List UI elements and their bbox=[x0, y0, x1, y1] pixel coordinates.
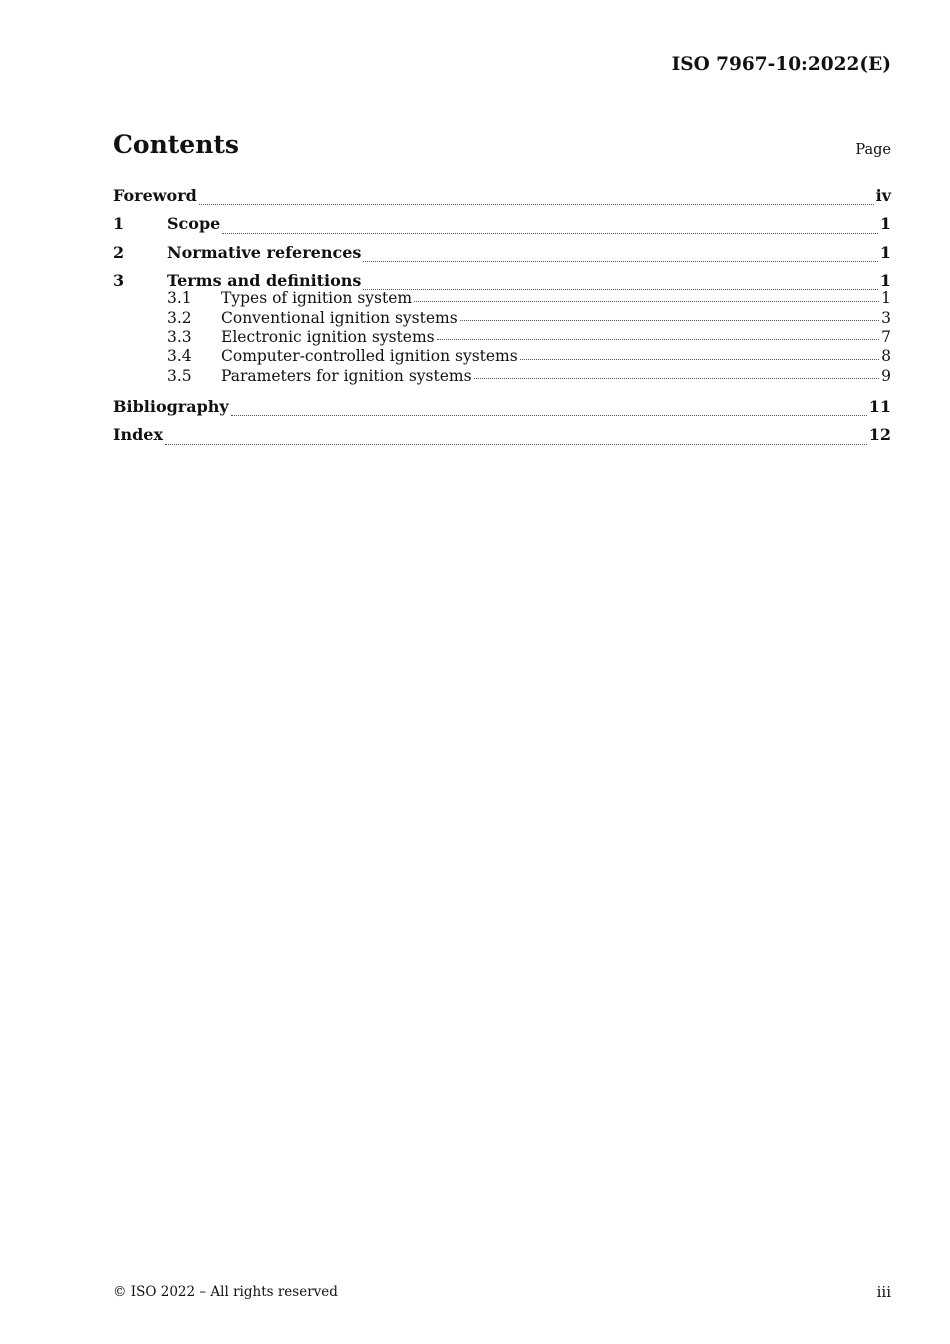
dot-leader bbox=[474, 377, 880, 379]
toc-entry-page: 1 bbox=[879, 270, 891, 290]
page-column-label: Page bbox=[855, 142, 891, 158]
dot-leader bbox=[199, 203, 874, 205]
toc-subentry-3-4[interactable] bbox=[113, 347, 891, 366]
dot-leader bbox=[165, 443, 867, 445]
dot-leader bbox=[231, 414, 867, 416]
contents-title: Contents bbox=[113, 130, 240, 159]
dot-leader bbox=[520, 358, 879, 360]
toc-entry-label: Normative references bbox=[167, 242, 362, 262]
toc-subentry-number: 3.3 bbox=[167, 327, 192, 346]
toc-entry-label: Foreword bbox=[113, 186, 197, 205]
toc-entry-label: Index bbox=[113, 425, 164, 445]
toc-subentry-page: 1 bbox=[881, 289, 891, 308]
page-number: iii bbox=[876, 1283, 891, 1301]
copyright-notice: © ISO 2022 – All rights reserved bbox=[113, 1284, 338, 1300]
toc-entry-bibliography[interactable] bbox=[113, 395, 891, 423]
toc-entry-normative-references[interactable] bbox=[113, 241, 891, 269]
toc-subentry-number: 3.5 bbox=[167, 366, 192, 385]
toc-subentry-page: 3 bbox=[881, 308, 891, 327]
toc-subentry-3-5[interactable] bbox=[113, 367, 891, 386]
toc-subentry-number: 3.4 bbox=[167, 347, 192, 366]
toc-subentry-page: 7 bbox=[881, 327, 891, 346]
dot-leader bbox=[437, 338, 880, 340]
document-id: ISO 7967-10:2022(E) bbox=[671, 54, 891, 75]
toc-entry-label: Bibliography bbox=[113, 397, 229, 417]
toc-subentry-3-1[interactable] bbox=[113, 289, 891, 308]
toc-entry-index[interactable] bbox=[113, 423, 891, 451]
toc-subentry-label: Types of ignition system bbox=[221, 289, 413, 308]
toc-subentry-number: 3.2 bbox=[167, 308, 192, 327]
toc-entry-page: 1 bbox=[879, 214, 891, 234]
toc-entry-page: 11 bbox=[868, 397, 891, 417]
dot-leader bbox=[460, 319, 879, 321]
toc-entry-foreword[interactable] bbox=[113, 184, 891, 212]
toc-subentry-label: Conventional ignition systems bbox=[221, 308, 458, 327]
table-of-contents bbox=[113, 184, 891, 452]
toc-entry-label: Terms and definitions bbox=[167, 270, 362, 290]
toc-subentry-page: 8 bbox=[881, 347, 891, 366]
toc-subentry-label: Parameters for ignition systems bbox=[221, 366, 472, 385]
dot-leader bbox=[363, 288, 877, 290]
dot-leader bbox=[363, 260, 877, 262]
toc-entry-page: iv bbox=[875, 186, 891, 205]
toc-subentry-number: 3.1 bbox=[167, 289, 192, 308]
toc-subentry-label: Computer-controlled ignition systems bbox=[221, 347, 518, 366]
dot-leader bbox=[222, 232, 878, 234]
toc-subentry-3-2[interactable] bbox=[113, 309, 891, 328]
dot-leader bbox=[414, 300, 879, 302]
toc-entry-number: 2 bbox=[113, 242, 125, 262]
toc-entry-number: 3 bbox=[113, 270, 125, 290]
toc-subentry-label: Electronic ignition systems bbox=[221, 327, 435, 346]
toc-subentry-3-3[interactable] bbox=[113, 328, 891, 347]
toc-entry-page: 1 bbox=[879, 242, 891, 262]
toc-entry-label: Scope bbox=[167, 214, 221, 234]
toc-entry-page: 12 bbox=[868, 425, 891, 445]
toc-entry-scope[interactable] bbox=[113, 212, 891, 240]
toc-subentry-page: 9 bbox=[881, 366, 891, 385]
toc-entry-number: 1 bbox=[113, 214, 125, 234]
